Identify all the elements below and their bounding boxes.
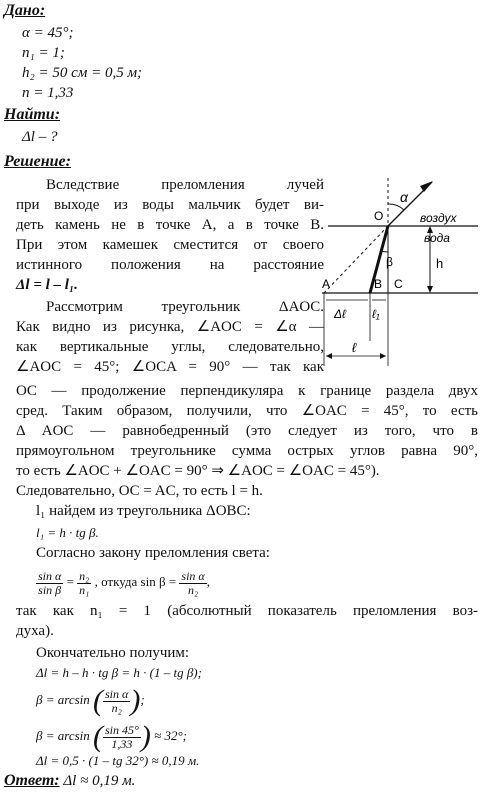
given-heading: Дано: xyxy=(4,2,46,19)
p3-line: OC — продолжение перпендикуляра к границе раздела двух xyxy=(16,383,478,399)
snell-rhs-num: n₂ xyxy=(79,568,90,583)
p2-line: как вертикальные углы, следовательно, xyxy=(16,339,324,355)
l-arrow-left xyxy=(326,353,332,359)
snell-rhs-den: n₁ xyxy=(79,582,90,597)
answer-value: Δl ≈ 0,19 м. xyxy=(63,773,136,789)
label-C: C xyxy=(394,277,403,291)
eq-beta-value: β = arcsin ( $\frac{\sin 45^\circ}{1,33}$ ) ≈ 32°; xyxy=(36,720,187,754)
p2-line: Как видно из рисунка, ∠AOC = ∠α — xyxy=(16,319,324,335)
p3-line: сред. Таким образом, получили, что ∠OAC = 45°, то есть xyxy=(16,403,478,419)
eq3-lhs: β = arcsin xyxy=(36,728,90,743)
p3-line: l₁ найдем из треугольника ΔOBC: xyxy=(36,503,251,519)
p2-line: Рассмотрим треугольник ΔAOC. xyxy=(46,299,324,315)
label-water: вода xyxy=(424,231,450,245)
answer-label: Ответ: xyxy=(4,772,60,789)
eq3-den: 1,33 xyxy=(111,736,133,751)
label-beta: β xyxy=(386,255,393,269)
given-alpha: α = 45°; xyxy=(22,25,74,41)
given-n1: n₁ = 1; xyxy=(22,45,65,61)
label-alpha: α xyxy=(400,189,408,205)
p3-line: Δ AOC — равнобедренный (это следует из того, что в xyxy=(16,423,478,439)
label-A: A xyxy=(322,277,331,291)
given-n: n = 1,33 xyxy=(22,85,74,101)
snell-res-num: sin α xyxy=(181,568,205,583)
p1-line: деть камень не в точке A, а в точке B. xyxy=(16,217,324,233)
eq2-den: n₂ xyxy=(111,700,122,715)
snell-law: $\frac{\text{sin α}}{\text{sin β}}$ = $\frac{\text{n₂}}{\text{n₁}}$ , откуда sin β = $\frac{\text{sin α}}{\text{n₂}}$ , xyxy=(38,568,210,597)
p2-line: ∠AOC = 45°; ∠OCA = 90° — так как xyxy=(16,359,324,375)
eq-beta-general: β = arcsin ( $\frac{\text{sin α}}{\text{n₂}}$ ); xyxy=(36,684,145,718)
snell-lhs-den: sin β xyxy=(38,582,62,597)
label-l1: ℓ₁ xyxy=(372,307,380,321)
snell-mid-text: , откуда sin β = xyxy=(94,574,177,589)
snell-lhs-num: sin α xyxy=(38,568,62,583)
given-h2: h₂ = 50 см = 0,5 м; xyxy=(22,65,143,81)
p1-line: При этом камешек сместится от своего xyxy=(16,237,324,253)
refraction-diagram xyxy=(320,176,480,381)
find-line: Δl – ? xyxy=(22,129,58,145)
h-arrow-bottom xyxy=(427,286,433,293)
formula-l1: l₁ = h · tg β. xyxy=(36,525,99,540)
p4-line: духа). xyxy=(16,623,54,639)
label-h: h xyxy=(436,256,444,271)
label-l: ℓ xyxy=(352,340,357,355)
label-delta-l: Δℓ xyxy=(334,307,346,321)
eq-delta-l-value: Δl = 0,5 · (1 – tg 32°) ≈ 0,19 м. xyxy=(36,753,200,768)
label-O: O xyxy=(374,209,384,223)
ray-arrowhead xyxy=(420,181,433,192)
eq3-num: sin 45° xyxy=(105,722,139,737)
find-heading: Найти: xyxy=(4,106,61,123)
eq3-end: ≈ 32°; xyxy=(154,728,187,743)
label-B: B xyxy=(374,277,383,291)
p3-line: Следовательно, OC = AC, то есть l = h. xyxy=(16,483,263,499)
p1-line: истинного положения на расстояние xyxy=(16,257,324,273)
p3-line: то есть ∠AOC + ∠OAC = 90° ⇒ ∠AOC = ∠OAC = 45°). xyxy=(16,463,380,479)
solution-heading: Решение: xyxy=(4,153,71,170)
eq2-end: ; xyxy=(140,692,145,707)
l-arrow-right xyxy=(380,353,386,359)
final-intro: Окончательно получим: xyxy=(36,645,190,661)
snell-res-den: n₂ xyxy=(187,582,199,597)
eq-delta-l: Δl = h – h · tg β = h · (1 – tg β); xyxy=(36,665,202,680)
p1-formula: Δl = l – l₁. xyxy=(16,277,78,293)
eq2-num: sin α xyxy=(105,686,129,701)
p4-line: так как n₁ = 1 (абсолютный показатель преломления воз- xyxy=(16,603,478,619)
snell-end: , xyxy=(206,574,210,589)
eq2-lhs: β = arcsin xyxy=(36,692,90,707)
refraction-intro: Согласно закону преломления света: xyxy=(36,545,270,561)
answer xyxy=(4,772,135,790)
p3-line: прямоугольном треугольнике сумма острых углов равна 90°, xyxy=(16,443,478,459)
label-air: воздух xyxy=(420,211,457,225)
p1-line: при выходе из воды мальчик будет ви- xyxy=(16,197,324,213)
p1-line: Вследствие преломления лучей xyxy=(46,177,324,193)
